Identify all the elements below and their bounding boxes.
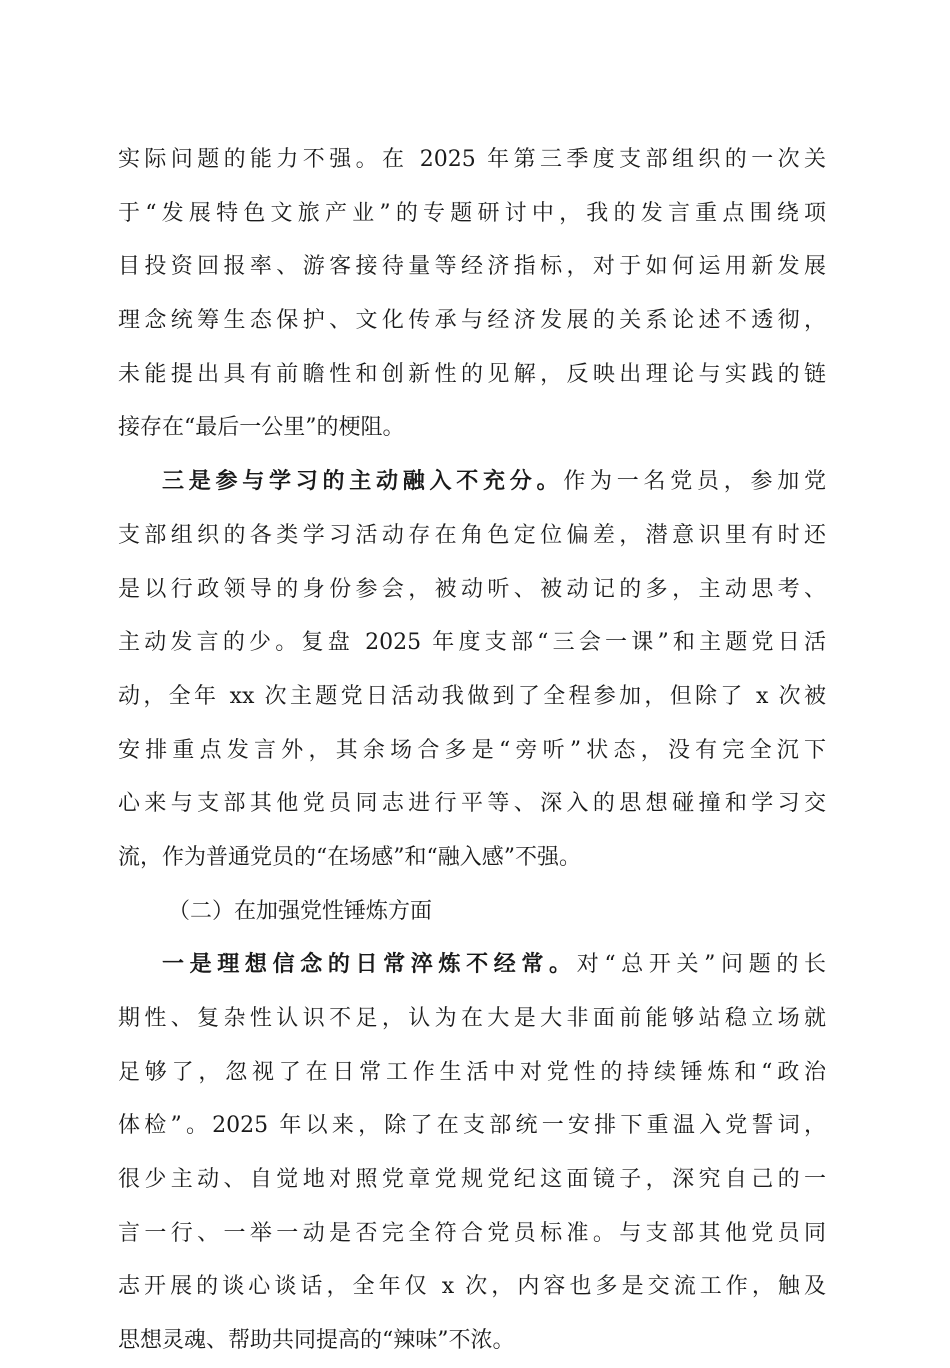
paragraph-first-line	[118, 938, 826, 992]
text-line: 志开展的谈心谈话，全年仅 x 次，内容也多是交流工作，触及	[118, 1274, 826, 1300]
paragraph-first-line	[118, 455, 826, 509]
text-line: 未能提出具有前瞻性和创新性的见解，反映出理论与实践的链	[118, 361, 826, 387]
text-line: 目投资回报率、游客接待量等经济指标，对于如何运用新发展	[118, 254, 826, 280]
document-body	[118, 133, 826, 1368]
text-line: 流，作为普通党员的“在场感”和“融入感”不强。	[118, 844, 581, 870]
paragraph-text: 作为一名党员，参加党	[563, 469, 826, 495]
paragraph-heading: 一是理想信念的日常淬炼不经常。	[162, 951, 577, 978]
text-line: 主动发言的少。复盘 2025 年度支部“三会一课”和主题党日活	[118, 630, 826, 656]
text-line: 于“发展特色文旅产业”的专题研讨中，我的发言重点围绕项	[118, 200, 826, 226]
text-line: 动，全年 xx 次主题党日活动我做到了全程参加，但除了 x 次被	[118, 683, 826, 709]
text-line: 思想灵魂、帮助共同提高的“辣味”不浓。	[118, 1328, 515, 1354]
text-line: 安排重点发言外，其余场合多是“旁听”状态，没有完全沉下	[118, 737, 826, 763]
paragraph-text: 对“总开关”问题的长	[576, 952, 826, 978]
text-line: 期性、复杂性认识不足，认为在大是大非面前能够站稳立场就	[118, 1006, 826, 1031]
text-line: 接存在“最后一公里”的梗阻。	[118, 415, 405, 441]
text-line: 心来与支部其他党员同志进行平等、深入的思想碰撞和学习交	[118, 791, 826, 817]
text-line: 足够了，忽视了在日常工作生活中对党性的持续锤炼和“政治	[118, 1059, 826, 1085]
text-line: 实际问题的能力不强。在 2025 年第三季度支部组织的一次关	[118, 147, 826, 172]
text-line: 言一行、一举一动是否完全符合党员标准。与支部其他党员同	[118, 1220, 826, 1246]
text-line: 很少主动、自觉地对照党章党规党纪这面镜子，深究自己的一	[118, 1167, 826, 1193]
text-line: 是以行政领导的身份参会，被动听、被动记的多，主动思考、	[118, 576, 826, 602]
paragraph-heading: 三是参与学习的主动融入不充分。	[162, 468, 564, 495]
text-line: 支部组织的各类学习活动存在角色定位偏差，潜意识里有时还	[118, 522, 826, 548]
section-heading: （二）在加强党性锤炼方面	[168, 898, 433, 924]
text-line: 理念统筹生态保护、文化传承与经济发展的关系论述不透彻，	[118, 308, 826, 334]
text-line: 体检”。2025 年以来，除了在支部统一安排下重温入党誓词，	[118, 1113, 826, 1139]
